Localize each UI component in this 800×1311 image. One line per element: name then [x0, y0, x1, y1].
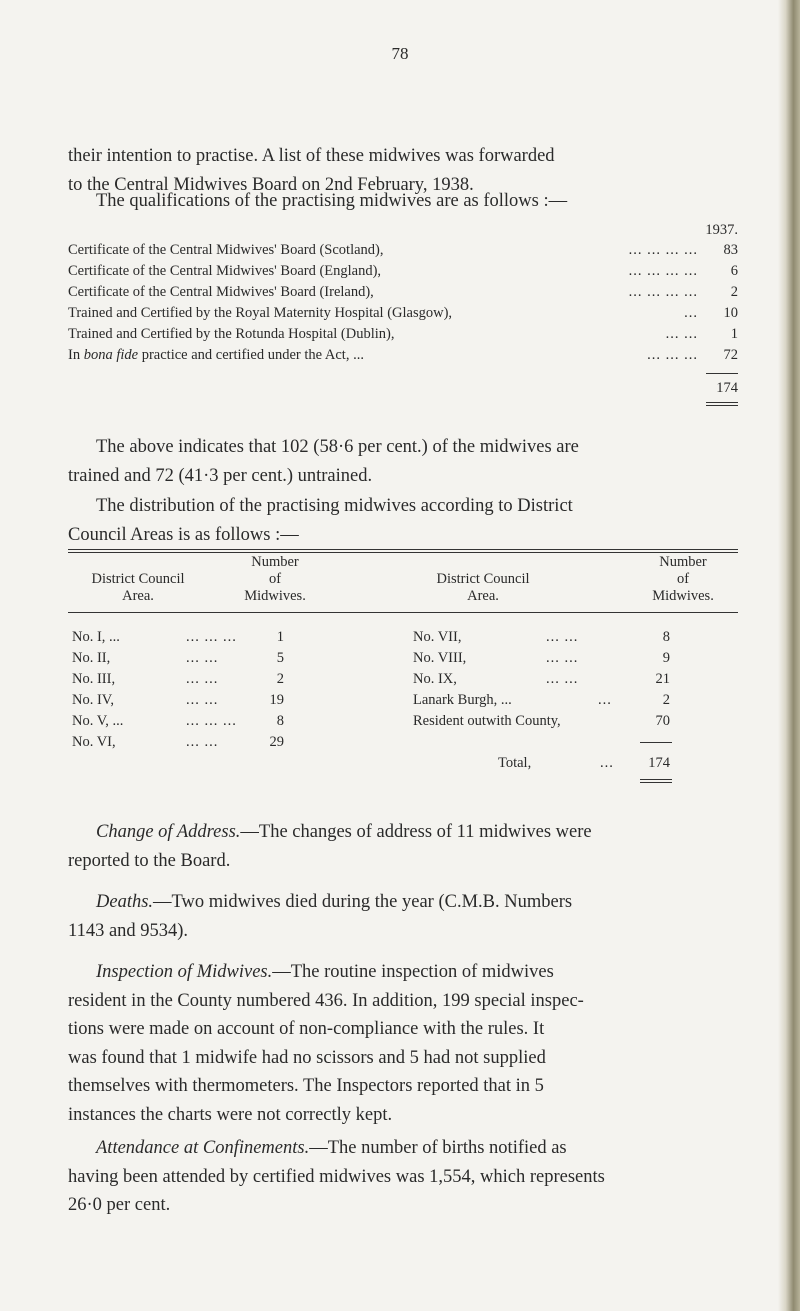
deaths-text-2: 1143 and 9534). [68, 920, 189, 941]
table-row-area: No. IX, [413, 671, 457, 687]
table-row-leader: ... ... [546, 650, 579, 666]
qualification-leader: ... ... ... ... [628, 284, 698, 300]
qualification-leader: ... [684, 305, 698, 321]
table-row-area: No. IV, [72, 692, 115, 708]
summary-line-2: trained and 72 (41·3 per cent.) untrained. [68, 465, 373, 486]
qualification-leader: ... ... [665, 326, 698, 342]
deaths-paragraph [68, 888, 738, 945]
header-area-right [408, 571, 558, 605]
total-rule [640, 742, 672, 743]
table-row-leader: ... [598, 692, 612, 708]
attendance-line: 26·0 per cent. [68, 1195, 171, 1215]
change-text-2: reported to the Board. [68, 850, 231, 871]
total-double-rule-top [706, 402, 738, 403]
qualification-label: Certificate of the Central Midwives' Board (England), [68, 263, 382, 279]
qualifications-table [68, 222, 738, 422]
table-row-leader: ... ... [186, 671, 219, 687]
qualification-total-row [68, 380, 738, 401]
table-row-value: 2 [662, 692, 670, 708]
qualifications-intro-text: The qualifications of the practising midwives are as follows :— [96, 191, 568, 211]
table-top-rule [68, 549, 738, 550]
summary-paragraph [68, 433, 738, 490]
qualification-value: 10 [723, 305, 738, 321]
qualification-row [68, 284, 738, 305]
deaths-heading: Deaths. [96, 892, 154, 912]
qualifications-intro [68, 187, 738, 216]
deaths-text-1: —Two midwives died during the year (C.M.B. Numbers [153, 892, 573, 912]
page-number: 78 [391, 44, 409, 63]
page-edge-shadow [778, 0, 800, 1311]
header-number-left [220, 554, 330, 605]
table-row-leader: ... ... [546, 629, 579, 645]
qualification-leader: ... ... ... ... [628, 263, 698, 279]
header-number-left-line1: Number [251, 554, 299, 570]
change-line-1 [68, 818, 738, 847]
total-double-rule-top [640, 779, 672, 780]
table-row-area: No. II, [72, 650, 111, 666]
qualification-label: Certificate of the Central Midwives' Board (Scotland), [68, 242, 384, 258]
change-text-1: —The changes of address of 11 midwives were [240, 822, 592, 842]
inspection-line-1 [68, 958, 738, 987]
qualification-label: Certificate of the Central Midwives' Board (Ireland), [68, 284, 374, 300]
qualification-value: 6 [730, 263, 738, 279]
table-row-area: Lanark Burgh, ... [413, 692, 512, 708]
table-row-area: No. VII, [413, 629, 462, 645]
table-row-leader: ... ... [546, 671, 579, 687]
inspection-line: was found that 1 midwife had no scissors and 5 had not supplied [68, 1047, 546, 1068]
qualification-value: 2 [730, 284, 738, 300]
header-rule [68, 612, 738, 613]
deaths-line-1 [68, 888, 738, 917]
header-number-right-line2: of [676, 571, 690, 587]
qualification-row [68, 263, 738, 284]
table-row-value: 8 [662, 629, 670, 645]
qualification-row [68, 305, 738, 326]
attendance-paragraph [68, 1134, 738, 1220]
qualification-value: 72 [723, 347, 738, 363]
qualification-total: 174 [716, 380, 738, 396]
table-row-value: 70 [655, 713, 670, 729]
table-total-label: Total, [498, 755, 532, 771]
total-double-rule-bottom [640, 782, 672, 783]
table-row-area: Resident outwith County, [413, 713, 561, 729]
table-row-leader: ... ... ... [186, 629, 237, 645]
table-row-area: No. I, ... [72, 629, 120, 645]
qualification-leader: ... ... ... [647, 347, 698, 363]
table-row-value: 2 [276, 671, 284, 687]
table-total-value: 174 [648, 755, 670, 771]
attendance-heading: Attendance at Confinements. [96, 1138, 310, 1158]
qualification-value: 1 [730, 326, 738, 342]
table-row-area: No. VIII, [413, 650, 467, 666]
table-row-leader: ... ... [186, 692, 219, 708]
qualification-value: 83 [723, 242, 738, 258]
header-area-left [68, 571, 208, 605]
inspection-line: tions were made on account of non-compliance with the rules. It [68, 1019, 545, 1039]
distribution-intro [68, 492, 738, 549]
qualification-label: In bona fide practice and certified under the Act, ... [68, 347, 364, 363]
inspection-line: resident in the County numbered 436. In addition, 199 special inspec- [68, 990, 584, 1011]
qualification-row [68, 347, 738, 368]
header-number-right [628, 554, 738, 605]
header-area-right-line1: District Council [436, 571, 530, 587]
table-row-value: 8 [276, 713, 284, 729]
qualification-row [68, 326, 738, 347]
inspection-heading: Inspection of Midwives. [96, 962, 273, 982]
header-area-right-line2: Area. [467, 588, 499, 604]
inspection-paragraph [68, 958, 738, 1129]
table-row-leader: ... ... [186, 650, 219, 666]
distribution-table [68, 549, 738, 789]
qualification-label: Trained and Certified by the Royal Maternity Hospital (Glasgow), [68, 305, 453, 321]
subtotal-rule [706, 373, 738, 374]
table-row-value: 1 [276, 629, 284, 645]
distribution-line-2: Council Areas is as follows :— [68, 524, 299, 545]
table-row-area: No. VI, [72, 734, 116, 750]
qualification-row [68, 242, 738, 263]
table-row-area: No. III, [72, 671, 116, 687]
table-row-value: 5 [276, 650, 284, 666]
attendance-line: having been attended by certified midwives was 1,554, which represents [68, 1166, 605, 1187]
table-top-rule-2 [68, 552, 738, 553]
table-row-value: 19 [269, 692, 284, 708]
attendance-text-1: —The number of births notified as [309, 1138, 567, 1158]
change-of-address-paragraph [68, 818, 738, 875]
header-number-right-line1: Number [659, 554, 707, 570]
qualifications-year: 1937. [705, 222, 738, 238]
table-row-value: 29 [269, 734, 284, 750]
table-total-leader: ... [600, 755, 614, 771]
intro-line-2: to the Central Midwives Board on 2nd February, 1938. [68, 174, 474, 195]
qualification-label: Trained and Certified by the Rotunda Hospital (Dublin), [68, 326, 395, 342]
inspection-text-1: —The routine inspection of midwives [272, 962, 554, 982]
table-row-leader: ... ... ... [186, 713, 237, 729]
intro-line-1: their intention to practise. A list of these midwives was forwarded [68, 146, 555, 166]
summary-line-1: The above indicates that 102 (58·6 per cent.) of the midwives are [96, 437, 579, 457]
change-heading: Change of Address. [96, 822, 241, 842]
total-double-rule-bottom [706, 405, 738, 406]
inspection-line: instances the charts were not correctly kept. [68, 1104, 393, 1125]
header-number-right-line3: Midwives. [652, 588, 714, 604]
table-row-value: 9 [662, 650, 670, 666]
header-number-left-line2: of [268, 571, 282, 587]
header-number-left-line3: Midwives. [244, 588, 306, 604]
header-area-left-line2: Area. [122, 588, 154, 604]
table-row-value: 21 [655, 671, 670, 687]
header-area-left-line1: District Council [91, 571, 185, 587]
attendance-line-1 [68, 1134, 738, 1163]
inspection-line: themselves with thermometers. The Inspectors reported that in 5 [68, 1076, 544, 1096]
distribution-line-1: The distribution of the practising midwives according to District [96, 496, 573, 516]
table-row-leader: ... ... [186, 734, 219, 750]
qualification-leader: ... ... ... ... [628, 242, 698, 258]
table-row-area: No. V, ... [72, 713, 124, 729]
